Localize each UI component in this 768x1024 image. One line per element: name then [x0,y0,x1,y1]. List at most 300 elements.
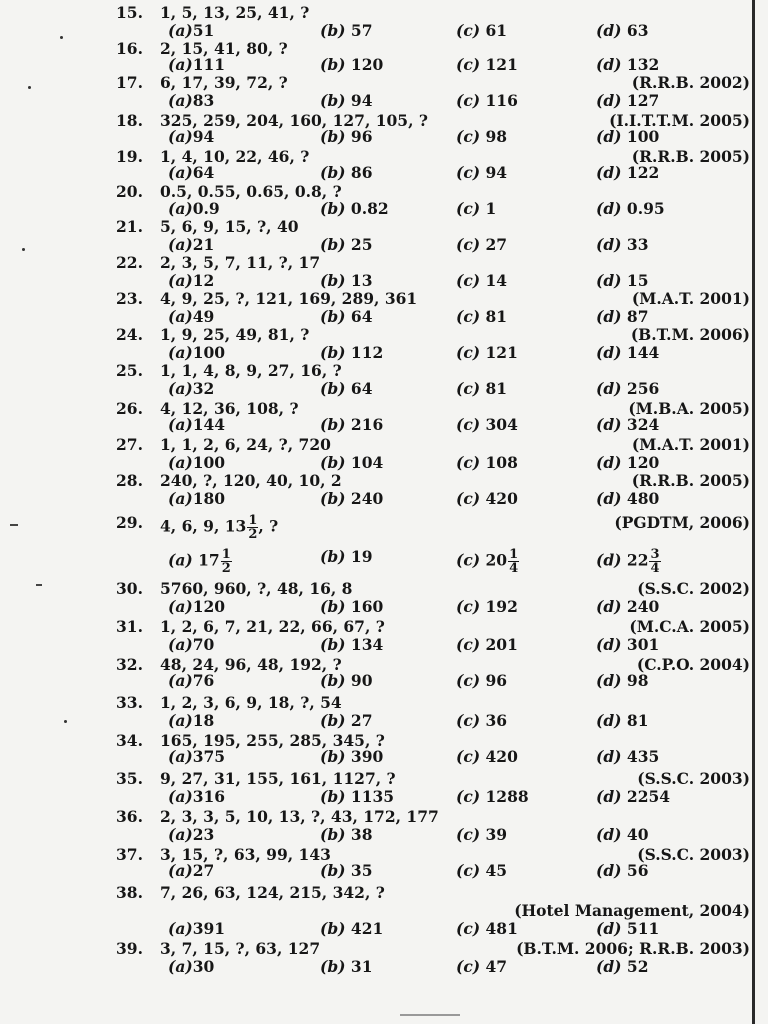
option-label: (b) [320,271,346,290]
option-value: 132 [621,55,660,74]
option-value: 56 [621,861,649,880]
option-value: 98 [621,671,649,690]
option-c [456,236,507,254]
option-b [320,672,372,690]
option-value: 1 [480,199,497,218]
option-value: 144 [192,415,226,434]
option-label: (d) [596,671,622,690]
option-label: (c) [456,343,481,362]
question-series [160,218,299,236]
question-number: 32. [116,655,143,674]
option-label: (d) [596,21,622,40]
series-text: 1, 1, 2, 6, 24, ?, 720 [160,435,331,454]
question-number: 26. [116,399,143,418]
question-series [160,472,342,490]
option-c [456,548,519,575]
option-value: 76 [192,671,215,690]
option-d [596,598,659,616]
option-value: 511 [621,919,660,938]
option-label: (c) [456,671,481,690]
option-value: 40 [621,825,649,844]
question-number: 24. [116,325,143,344]
fraction [649,548,660,575]
option-value: 87 [621,307,649,326]
option-b [320,344,383,362]
option-a [168,862,214,880]
series-text: 3, 15, ?, 63, 99, 143 [160,845,331,864]
option-value: 61 [480,21,508,40]
option-b [320,236,372,254]
option-b [320,272,372,290]
exam-source: (R.R.B. 2005) [631,147,750,166]
option-value: 51 [192,21,215,40]
option-label: (c) [456,489,481,508]
option-c [456,164,507,182]
question-number: 34. [116,731,143,750]
option-label: (b) [320,825,346,844]
option-b [320,128,372,146]
option-value: 127 [621,91,660,110]
question-series [160,940,320,958]
option-d [596,164,659,182]
option-value: 0.82 [345,199,389,218]
option-label: (c) [456,91,481,110]
option-value: 98 [480,127,508,146]
option-label: (c) [456,55,481,74]
fraction-denominator: 2 [248,527,258,542]
option-label: (d) [596,235,622,254]
option-label: (a) [168,747,193,766]
option-label: (b) [320,671,346,690]
option-value: 116 [480,91,518,110]
option-value: 421 [345,919,384,938]
option-label: (a) [168,919,193,938]
option-value: 100 [621,127,660,146]
option-value: 108 [480,453,518,472]
series-tail: , ? [258,516,279,536]
option-value: 90 [345,671,373,690]
option-value: 35 [345,861,373,880]
option-label: (c) [456,235,481,254]
option-b [320,862,372,880]
fraction [247,514,258,541]
option-c [456,380,507,398]
option-label: (b) [320,21,346,40]
option-value: 96 [345,127,373,146]
question-number: 30. [116,579,143,598]
option-value: 81 [480,379,508,398]
option-label: (c) [456,127,481,146]
option-a [168,672,214,690]
option-label: (a) [168,307,193,326]
question-number: 37. [116,845,143,864]
option-label: (d) [596,415,622,434]
option-value: 240 [621,597,660,616]
option-c [456,454,518,472]
option-value: 30 [192,957,215,976]
exam-source: (S.S.C. 2002) [637,579,750,598]
option-label: (d) [596,343,622,362]
option-label: (a) [168,127,193,146]
option-value: 112 [345,343,384,362]
option-value: 94 [480,163,508,182]
question-number: 23. [116,289,143,308]
option-label: (d) [596,787,622,806]
option-b [320,788,394,806]
option-value: 94 [345,91,373,110]
option-label: (d) [596,711,622,730]
option-b [320,416,383,434]
option-value: 27 [345,711,373,730]
option-value: 45 [480,861,508,880]
option-value: 391 [192,919,226,938]
option-d [596,308,648,326]
option-value: 122 [621,163,660,182]
speck [22,248,25,251]
fraction-denominator: 4 [509,561,519,576]
question-series [160,254,320,272]
page-edge-rule [752,0,755,1024]
series-text: 5, 6, 9, 15, ?, 40 [160,217,299,236]
exam-source: (S.S.C. 2003) [637,845,750,864]
option-b [320,636,383,654]
option-b [320,958,372,976]
option-b [320,380,372,398]
series-text: 1, 5, 13, 25, 41, ? [160,3,310,22]
option-label: (b) [320,747,346,766]
option-c [456,748,518,766]
option-label: (c) [456,597,481,616]
question-series [160,74,288,92]
exam-source: (R.R.B. 2005) [631,471,750,490]
option-label: (a) [168,91,193,110]
option-label: (d) [596,199,622,218]
option-value: 83 [192,91,215,110]
option-value: 100 [192,453,226,472]
option-label: (d) [596,550,622,570]
option-value: 81 [480,307,508,326]
series-text: 2, 3, 3, 5, 10, 13, ?, 43, 172, 177 [160,807,439,826]
option-d [596,748,659,766]
option-b [320,22,372,40]
option-label: (c) [456,271,481,290]
option-a [168,236,214,254]
option-value: 23 [192,825,215,844]
option-a [168,416,225,434]
option-b [320,164,372,182]
option-label: (c) [456,861,481,880]
option-label: (b) [320,597,346,616]
option-b [320,598,383,616]
option-d [596,490,659,508]
speck [28,86,31,89]
fraction [508,548,519,575]
option-value: 481 [480,919,518,938]
option-d [596,826,648,844]
option-label: (b) [320,415,346,434]
option-a [168,490,225,508]
question-number: 36. [116,807,143,826]
option-value: 301 [621,635,660,654]
option-value: 375 [192,747,226,766]
option-c [456,128,507,146]
option-label: (c) [456,21,481,40]
option-value: 216 [345,415,384,434]
option-label: (c) [456,379,481,398]
option-d [596,200,665,218]
speck [60,36,63,39]
series-text: 1, 2, 3, 6, 9, 18, ?, 54 [160,693,342,712]
option-label: (d) [596,127,622,146]
option-value: 390 [345,747,384,766]
series-text: 5760, 960, ?, 48, 16, 8 [160,579,353,598]
question-number: 33. [116,693,143,712]
option-d [596,56,659,74]
option-label: (d) [596,919,622,938]
option-value: 31 [345,957,373,976]
option-d [596,862,648,880]
option-label: (a) [168,271,193,290]
option-d [596,672,648,690]
option-a [168,920,225,938]
option-d [596,712,648,730]
option-b [320,712,372,730]
option-b [320,748,383,766]
option-value: 316 [192,787,226,806]
option-d [596,636,659,654]
question-number: 29. [116,513,143,532]
option-a [168,128,214,146]
option-value: 201 [480,635,518,654]
option-value: 64 [192,163,215,182]
option-c [456,22,507,40]
option-b [320,548,372,566]
option-value: 160 [345,597,384,616]
option-value: 420 [480,747,518,766]
option-d [596,416,659,434]
option-label: (b) [320,957,346,976]
option-value: 22 [621,550,649,570]
option-label: (a) [168,635,193,654]
option-label: (a) [168,489,193,508]
option-a [168,92,214,110]
option-label: (b) [320,307,346,326]
fraction-numerator: 1 [248,513,258,528]
option-c [456,308,507,326]
option-value: 17 [192,550,220,570]
option-a [168,958,214,976]
option-value: 12 [192,271,215,290]
option-label: (c) [456,415,481,434]
option-label: (d) [596,379,622,398]
option-label: (b) [320,489,346,508]
option-value: 192 [480,597,518,616]
option-label: (b) [320,235,346,254]
option-label: (d) [596,453,622,472]
option-label: (c) [456,787,481,806]
option-label: (d) [596,271,622,290]
option-value: 144 [621,343,660,362]
option-c [456,598,518,616]
option-d [596,788,670,806]
fraction-denominator: 2 [221,561,231,576]
option-label: (c) [456,957,481,976]
option-label: (b) [320,711,346,730]
exam-source: (R.R.B. 2002) [631,73,750,92]
question-number: 22. [116,253,143,272]
option-value: 94 [192,127,215,146]
option-c [456,272,507,290]
option-value: 120 [345,55,384,74]
question-number: 35. [116,769,143,788]
option-value: 120 [621,453,660,472]
option-label: (b) [320,861,346,880]
option-c [456,344,518,362]
option-value: 52 [621,957,649,976]
option-label: (d) [596,307,622,326]
exam-source: (PGDTM, 2006) [614,513,750,532]
option-value: 100 [192,343,226,362]
fraction-denominator: 4 [650,561,660,576]
option-c [456,56,518,74]
series-text: 325, 259, 204, 160, 127, 105, ? [160,111,428,130]
option-b [320,454,383,472]
option-value: 36 [480,711,508,730]
option-label: (a) [168,415,193,434]
question-number: 39. [116,939,143,958]
question-number: 25. [116,361,143,380]
question-series [160,580,352,598]
option-label: (c) [456,635,481,654]
series-text: 0.5, 0.55, 0.65, 0.8, ? [160,182,342,201]
option-b [320,920,383,938]
exam-source: (S.S.C. 2003) [637,769,750,788]
option-c [456,672,507,690]
option-a [168,598,225,616]
question-series [160,436,331,454]
exam-source: (M.C.A. 2005) [629,617,750,636]
option-value: 63 [621,21,649,40]
option-d [596,236,648,254]
series-text: 1, 1, 4, 8, 9, 27, 16, ? [160,361,342,380]
option-value: 32 [192,379,215,398]
option-label: (b) [320,635,346,654]
option-value: 19 [345,547,373,566]
option-value: 70 [192,635,215,654]
option-label: (a) [168,861,193,880]
series-text: 4, 12, 36, 108, ? [160,399,299,418]
option-value: 134 [345,635,384,654]
option-label: (b) [320,199,346,218]
option-c [456,490,518,508]
question-number: 16. [116,39,143,58]
option-c [456,636,518,654]
option-a [168,200,220,218]
option-b [320,92,372,110]
option-value: 0.9 [192,199,220,218]
option-label: (b) [320,163,346,182]
option-a [168,272,214,290]
option-label: (a) [168,671,193,690]
option-label: (a) [168,453,193,472]
option-label: (d) [596,163,622,182]
option-value: 420 [480,489,518,508]
option-label: (a) [168,787,193,806]
option-value: 111 [192,55,226,74]
speck [10,524,18,526]
question-series [160,884,385,902]
option-value: 18 [192,711,215,730]
option-label: (c) [456,550,481,570]
option-label: (b) [320,127,346,146]
option-d [596,920,659,938]
option-value: 240 [345,489,384,508]
option-label: (c) [456,199,481,218]
series-text: 7, 26, 63, 124, 215, 342, ? [160,883,385,902]
option-a [168,56,225,74]
option-label: (b) [320,787,346,806]
exam-source: (B.T.M. 2006) [630,325,750,344]
question-series [160,694,342,712]
series-text: 4, 9, 25, ?, 121, 169, 289, 361 [160,289,418,308]
series-text: 48, 24, 96, 48, 192, ? [160,655,342,674]
option-label: (d) [596,597,622,616]
option-label: (d) [596,747,622,766]
option-value: 14 [480,271,508,290]
option-value: 121 [480,343,518,362]
option-value: 15 [621,271,649,290]
option-label: (b) [320,379,346,398]
series-text: 165, 195, 255, 285, 345, ? [160,731,385,750]
series-text: 6, 17, 39, 72, ? [160,73,288,92]
option-a [168,826,214,844]
exam-source: (C.P.O. 2004) [636,655,750,674]
option-label: (a) [168,550,193,570]
question-series [160,770,396,788]
option-c [456,416,518,434]
option-a [168,788,225,806]
series-text: 2, 15, 41, 80, ? [160,39,288,58]
option-label: (a) [168,199,193,218]
fraction [221,548,232,575]
option-value: 64 [345,379,373,398]
question-series [160,326,309,344]
fraction-numerator: 1 [221,547,231,562]
option-d [596,548,661,575]
option-value: 304 [480,415,518,434]
option-value: 121 [480,55,518,74]
option-label: (a) [168,235,193,254]
option-value: 86 [345,163,373,182]
option-label: (a) [168,597,193,616]
option-label: (b) [320,453,346,472]
option-label: (d) [596,635,622,654]
option-a [168,308,214,326]
option-value: 96 [480,671,508,690]
option-value: 49 [192,307,215,326]
series-text: 3, 7, 15, ?, 63, 127 [160,939,321,958]
option-value: 1288 [480,787,529,806]
exam-source: (Hotel Management, 2004) [514,901,750,920]
option-b [320,490,383,508]
question-series [160,362,342,380]
option-value: 2254 [621,787,671,806]
option-value: 57 [345,21,373,40]
option-a [168,22,214,40]
question-number: 31. [116,617,143,636]
question-number: 28. [116,471,143,490]
option-a [168,380,214,398]
